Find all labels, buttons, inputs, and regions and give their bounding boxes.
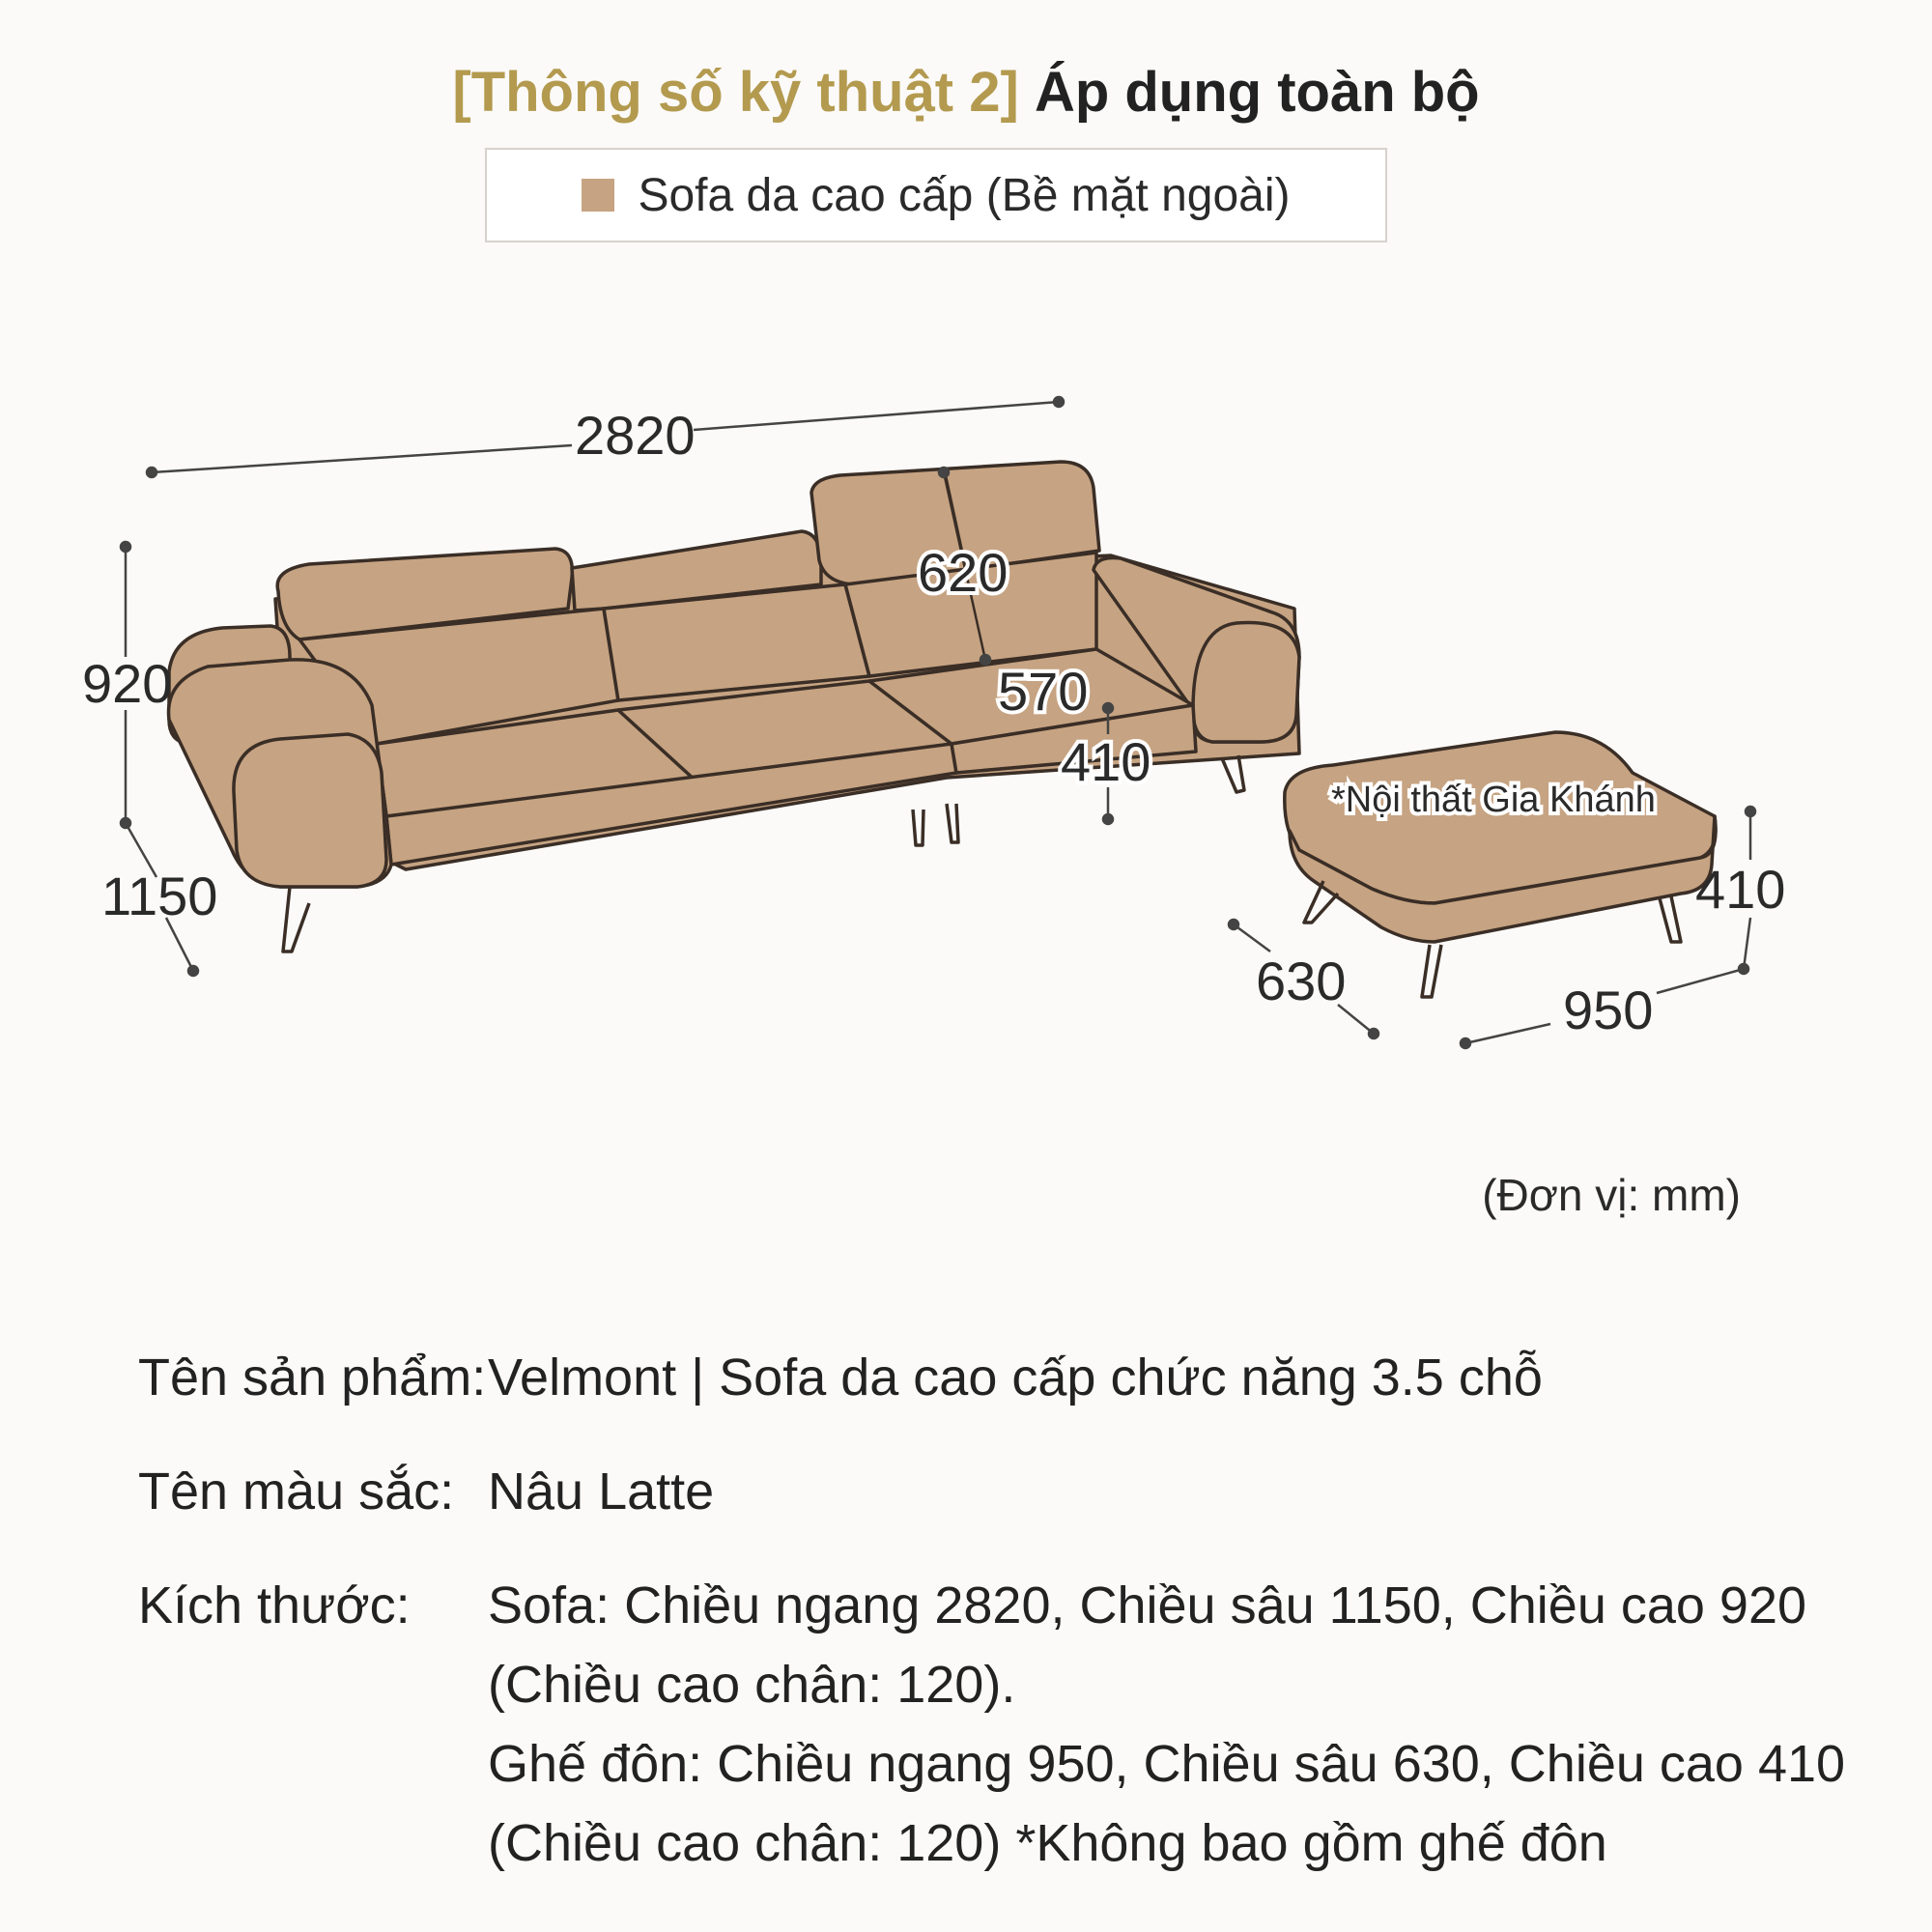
spec-size-line-4: (Chiều cao chân: 120) *Không bao gồm ghế đôn [488, 1814, 1607, 1872]
dim-sofa-width: 2820 [575, 405, 696, 466]
dim-headrest-height: 620 [918, 542, 1009, 603]
legend-label: Sofa da cao cấp (Bề mặt ngoài) [638, 169, 1291, 221]
dim-dot [939, 468, 949, 477]
ottoman-width-line-b [1657, 969, 1744, 993]
spec-size-line-1: Sofa: Chiều ngang 2820, Chiều sâu 1150, Chiều cao 920 [488, 1577, 1807, 1634]
dim-sofa-depth: 1150 [101, 866, 218, 926]
title-suffix: Áp dụng toàn bộ [1034, 61, 1480, 124]
ottoman-width-line-a [1465, 1024, 1550, 1043]
title-prefix: [Thông số kỹ thuật 2] [452, 61, 1019, 124]
spec-value-color: Nâu Latte [488, 1463, 715, 1520]
dim-ottoman-depth: 630 [1256, 951, 1347, 1011]
spec-key-size: Kích thước: [138, 1577, 411, 1634]
ottoman-leg-right [1660, 896, 1681, 942]
spec-row-color [138, 1452, 1845, 1531]
spec-row-product [138, 1338, 1845, 1417]
ottoman-depth-line-a [1234, 924, 1270, 952]
dim-dot [1461, 1038, 1470, 1048]
dim-dot [1103, 703, 1113, 713]
dim-seat-depth: 570 [998, 661, 1089, 722]
ottoman-drawing [1285, 732, 1716, 997]
spec-table [138, 1338, 1845, 1918]
dim-dot [1229, 920, 1238, 929]
leg-front-mid [913, 810, 923, 845]
unit-label: (Đơn vị: mm) [1482, 1170, 1741, 1220]
leg-back-right [1222, 755, 1244, 792]
leg-front-mid2 [947, 804, 958, 842]
spec-size-line-2: (Chiều cao chân: 120). [488, 1656, 1016, 1714]
spec-value-size [488, 1566, 1845, 1883]
spec-size-line-3: Ghế đôn: Chiều ngang 950, Chiều sâu 630, Chiều cao 410 [488, 1735, 1846, 1793]
arm-left-front [234, 734, 386, 887]
width-line-b [694, 402, 1059, 430]
dim-dot [121, 542, 130, 552]
dim-sofa-height: 920 [82, 653, 173, 714]
watermark-text: *Nội thất Gia Khánh [1331, 780, 1656, 820]
ottoman-leg-front [1422, 945, 1441, 997]
spec-value-product: Velmont | Sofa da cao cấp chức năng 3.5 chỗ [488, 1349, 1543, 1406]
dim-dot [147, 468, 156, 477]
dim-dot [980, 655, 990, 665]
leg-front-left [283, 887, 309, 952]
dim-dot [1746, 807, 1755, 816]
spec-row-size [138, 1566, 1845, 1883]
dim-seat-height: 410 [1061, 731, 1151, 792]
dim-dot [1369, 1029, 1378, 1038]
dim-dot [1054, 397, 1064, 407]
dim-dot [1103, 814, 1113, 824]
dim-ottoman-width: 950 [1563, 980, 1654, 1040]
dim-ottoman-height: 410 [1695, 859, 1786, 920]
ottoman-height-line-b [1744, 918, 1750, 969]
width-line-a [152, 445, 572, 472]
sofa-drawing [169, 462, 1300, 952]
dim-dot [188, 966, 198, 976]
arm-right-front [1193, 622, 1299, 742]
spec-key-product: Tên sản phẩm: [138, 1349, 487, 1406]
spec-key-color: Tên màu sắc: [138, 1463, 455, 1520]
